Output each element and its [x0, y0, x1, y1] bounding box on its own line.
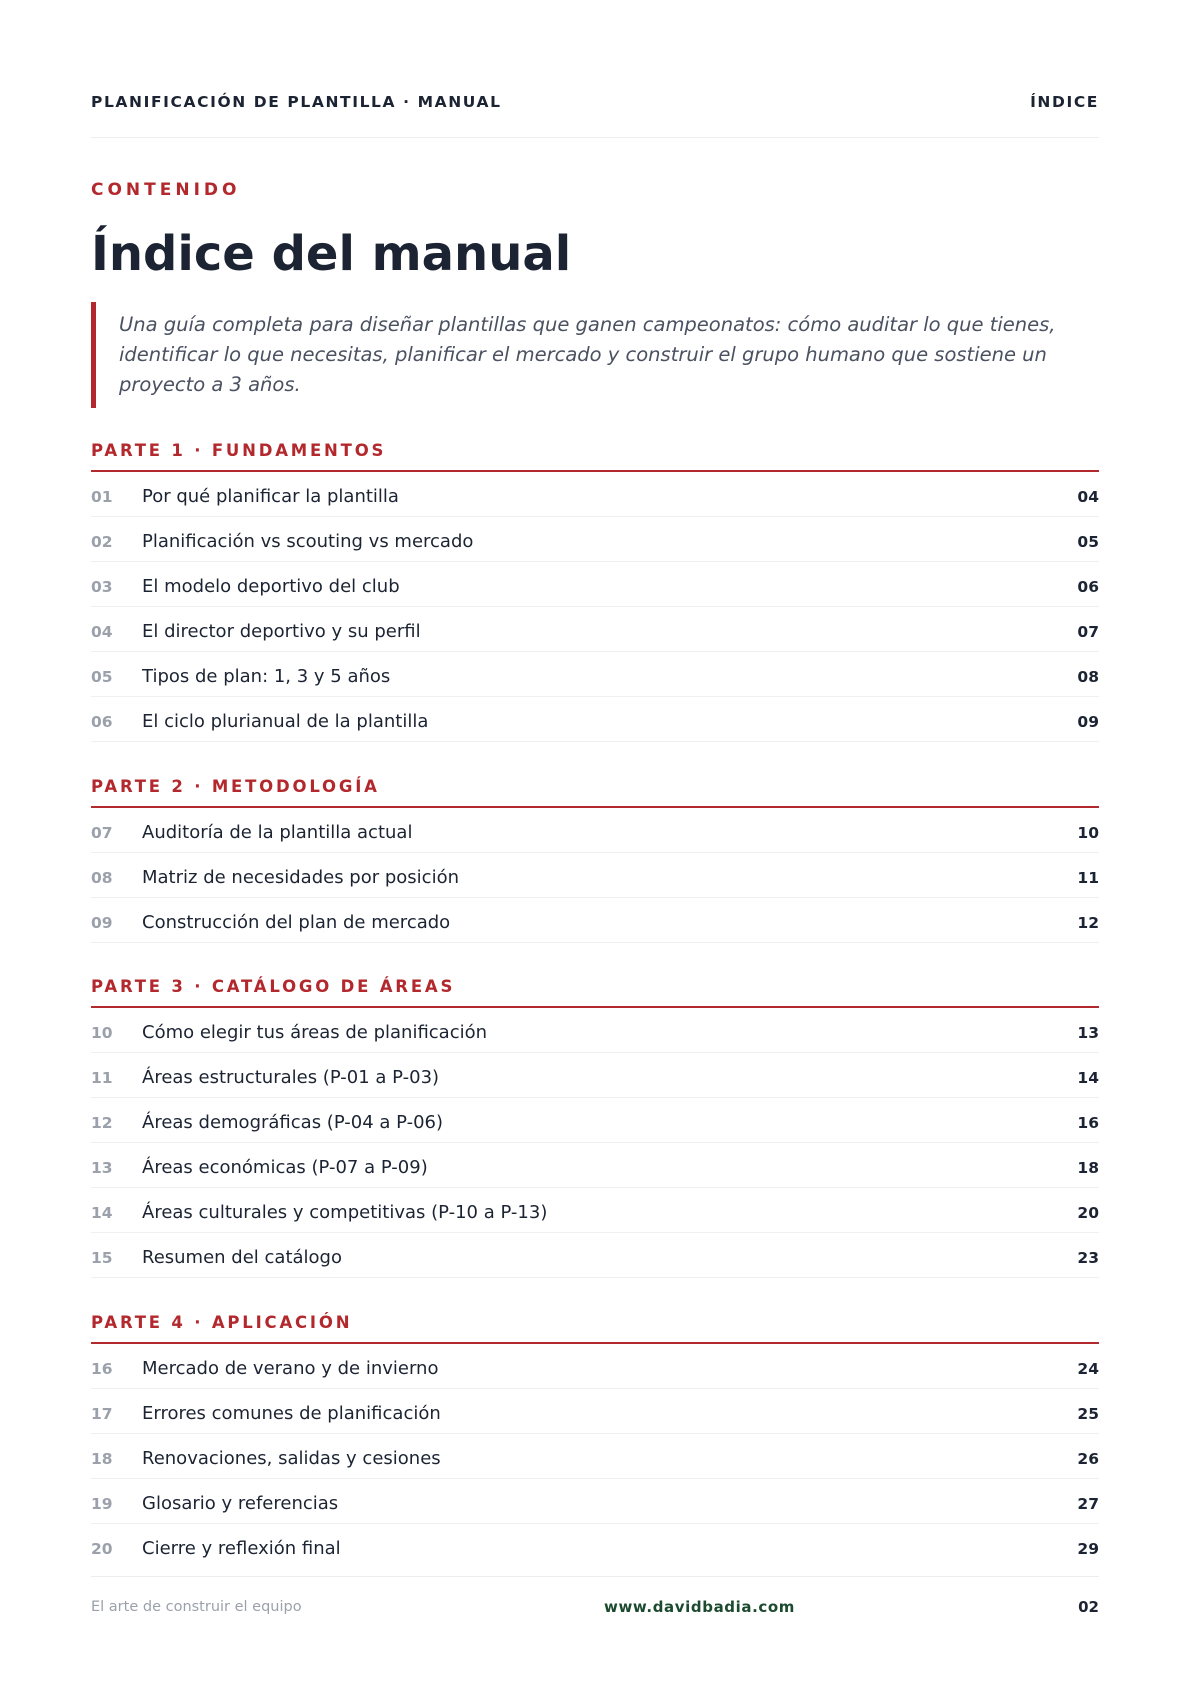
- entry-number: 08: [91, 869, 113, 887]
- entry-title: Áreas demográficas (P-04 a P-06): [142, 1112, 444, 1133]
- entry-page: 06: [1077, 578, 1099, 596]
- footer-divider: [91, 1576, 1099, 1577]
- page-number: 02: [1078, 1598, 1099, 1616]
- entry-number: 11: [91, 1069, 113, 1087]
- header-title: PLANIFICACIÓN DE PLANTILLA · MANUAL: [91, 93, 502, 111]
- toc-entry[interactable]: [91, 1389, 1099, 1434]
- entry-page: 23: [1077, 1249, 1099, 1267]
- running-header: [91, 92, 1099, 112]
- entry-page: 12: [1077, 914, 1099, 932]
- entry-page: 07: [1077, 623, 1099, 641]
- entry-title: Cierre y reflexión final: [142, 1538, 341, 1559]
- entry-number: 15: [91, 1249, 113, 1267]
- entry-page: 25: [1077, 1405, 1099, 1423]
- toc-entry[interactable]: [91, 1008, 1099, 1053]
- entry-page: 09: [1077, 713, 1099, 731]
- entry-page: 13: [1077, 1024, 1099, 1042]
- entry-number: 19: [91, 1495, 113, 1513]
- footer-tagline: El arte de construir el equipo: [91, 1599, 302, 1615]
- section-heading-label: PARTE 3 · CATÁLOGO DE ÁREAS: [91, 977, 456, 996]
- toc-entry[interactable]: [91, 472, 1099, 517]
- lead-quote: [91, 302, 1099, 408]
- entry-title: Renovaciones, salidas y cesiones: [142, 1448, 441, 1469]
- toc-entry[interactable]: [91, 607, 1099, 652]
- entry-page: 20: [1077, 1204, 1099, 1222]
- toc-entry[interactable]: [91, 1434, 1099, 1479]
- entry-number: 09: [91, 914, 113, 932]
- page-title: Índice del manual: [91, 226, 572, 282]
- header-section: ÍNDICE: [1030, 93, 1099, 111]
- entry-title: Cómo elegir tus áreas de planificación: [142, 1022, 488, 1043]
- toc-entry[interactable]: [91, 1233, 1099, 1278]
- entry-title: Planificación vs scouting vs mercado: [142, 531, 474, 552]
- section-heading-label: PARTE 2 · METODOLOGÍA: [91, 777, 380, 796]
- entry-number: 03: [91, 578, 113, 596]
- entry-page: 04: [1077, 488, 1099, 506]
- entry-number: 06: [91, 713, 113, 731]
- entry-title: Tipos de plan: 1, 3 y 5 años: [142, 666, 391, 687]
- entry-page: 24: [1077, 1360, 1099, 1378]
- entry-page: 26: [1077, 1450, 1099, 1468]
- entry-title: Áreas estructurales (P-01 a P-03): [142, 1067, 440, 1088]
- entry-page: 16: [1077, 1114, 1099, 1132]
- document-page: [91, 0, 1099, 1683]
- header-divider: [91, 137, 1099, 138]
- entry-title: Por qué planificar la plantilla: [142, 486, 399, 507]
- entry-number: 17: [91, 1405, 113, 1423]
- entry-page: 10: [1077, 824, 1099, 842]
- entry-title: El modelo deportivo del club: [142, 576, 400, 597]
- section-heading-label: PARTE 1 · FUNDAMENTOS: [91, 441, 387, 460]
- toc-entry[interactable]: [91, 808, 1099, 853]
- entry-number: 05: [91, 668, 113, 686]
- entry-page: 29: [1077, 1540, 1099, 1558]
- toc-entry[interactable]: [91, 1188, 1099, 1233]
- entry-page: 05: [1077, 533, 1099, 551]
- toc-entry[interactable]: [91, 697, 1099, 742]
- entry-number: 20: [91, 1540, 113, 1558]
- entry-page: 27: [1077, 1495, 1099, 1513]
- entry-number: 18: [91, 1450, 113, 1468]
- footer-website-link[interactable]: www.davidbadia.com: [604, 1598, 796, 1616]
- entry-number: 13: [91, 1159, 113, 1177]
- entry-title: Áreas económicas (P-07 a P-09): [142, 1157, 428, 1178]
- section-heading: [91, 1294, 1099, 1344]
- entry-title: Resumen del catálogo: [142, 1247, 342, 1268]
- toc-entry[interactable]: [91, 652, 1099, 697]
- entry-number: 16: [91, 1360, 113, 1378]
- entry-title: Áreas culturales y competitivas (P-10 a P-13): [142, 1202, 548, 1223]
- lead-text: Una guía completa para diseñar plantillas que ganen campeonatos: cómo auditar lo que tienes, identificar lo que necesitas, planificar el mercado y construir el grupo humano que sostiene un proyecto a 3 años.: [119, 313, 1056, 396]
- toc-section-1: [91, 422, 1099, 742]
- entry-page: 11: [1077, 869, 1099, 887]
- entry-page: 18: [1077, 1159, 1099, 1177]
- entry-number: 10: [91, 1024, 113, 1042]
- entry-number: 02: [91, 533, 113, 551]
- entry-number: 14: [91, 1204, 113, 1222]
- section-heading: [91, 758, 1099, 808]
- section-heading-label: PARTE 4 · APLICACIÓN: [91, 1313, 353, 1332]
- toc-entry[interactable]: [91, 1143, 1099, 1188]
- entry-title: Auditoría de la plantilla actual: [142, 822, 413, 843]
- entry-title: Matriz de necesidades por posición: [142, 867, 459, 888]
- toc-entry[interactable]: [91, 517, 1099, 562]
- toc-entry[interactable]: [91, 1524, 1099, 1569]
- toc-entry[interactable]: [91, 562, 1099, 607]
- section-heading: [91, 422, 1099, 472]
- toc-section-3: [91, 958, 1099, 1278]
- toc-entry[interactable]: [91, 1479, 1099, 1524]
- section-heading: [91, 958, 1099, 1008]
- running-footer: [91, 1597, 1099, 1617]
- toc-entry[interactable]: [91, 1053, 1099, 1098]
- entry-number: 12: [91, 1114, 113, 1132]
- entry-number: 04: [91, 623, 113, 641]
- entry-page: 14: [1077, 1069, 1099, 1087]
- toc-section-4: [91, 1294, 1099, 1569]
- toc-entry[interactable]: [91, 898, 1099, 943]
- entry-title: Errores comunes de planificación: [142, 1403, 441, 1424]
- toc-section-2: [91, 758, 1099, 943]
- entry-title: Construcción del plan de mercado: [142, 912, 451, 933]
- toc-entry[interactable]: [91, 1344, 1099, 1389]
- eyebrow-label: CONTENIDO: [91, 180, 241, 200]
- toc-entry[interactable]: [91, 853, 1099, 898]
- entry-title: El director deportivo y su perfil: [142, 621, 421, 642]
- entry-title: El ciclo plurianual de la plantilla: [142, 711, 429, 732]
- entry-title: Glosario y referencias: [142, 1493, 339, 1514]
- entry-page: 08: [1077, 668, 1099, 686]
- entry-title: Mercado de verano y de invierno: [142, 1358, 439, 1379]
- entry-number: 07: [91, 824, 113, 842]
- entry-number: 01: [91, 488, 113, 506]
- toc-entry[interactable]: [91, 1098, 1099, 1143]
